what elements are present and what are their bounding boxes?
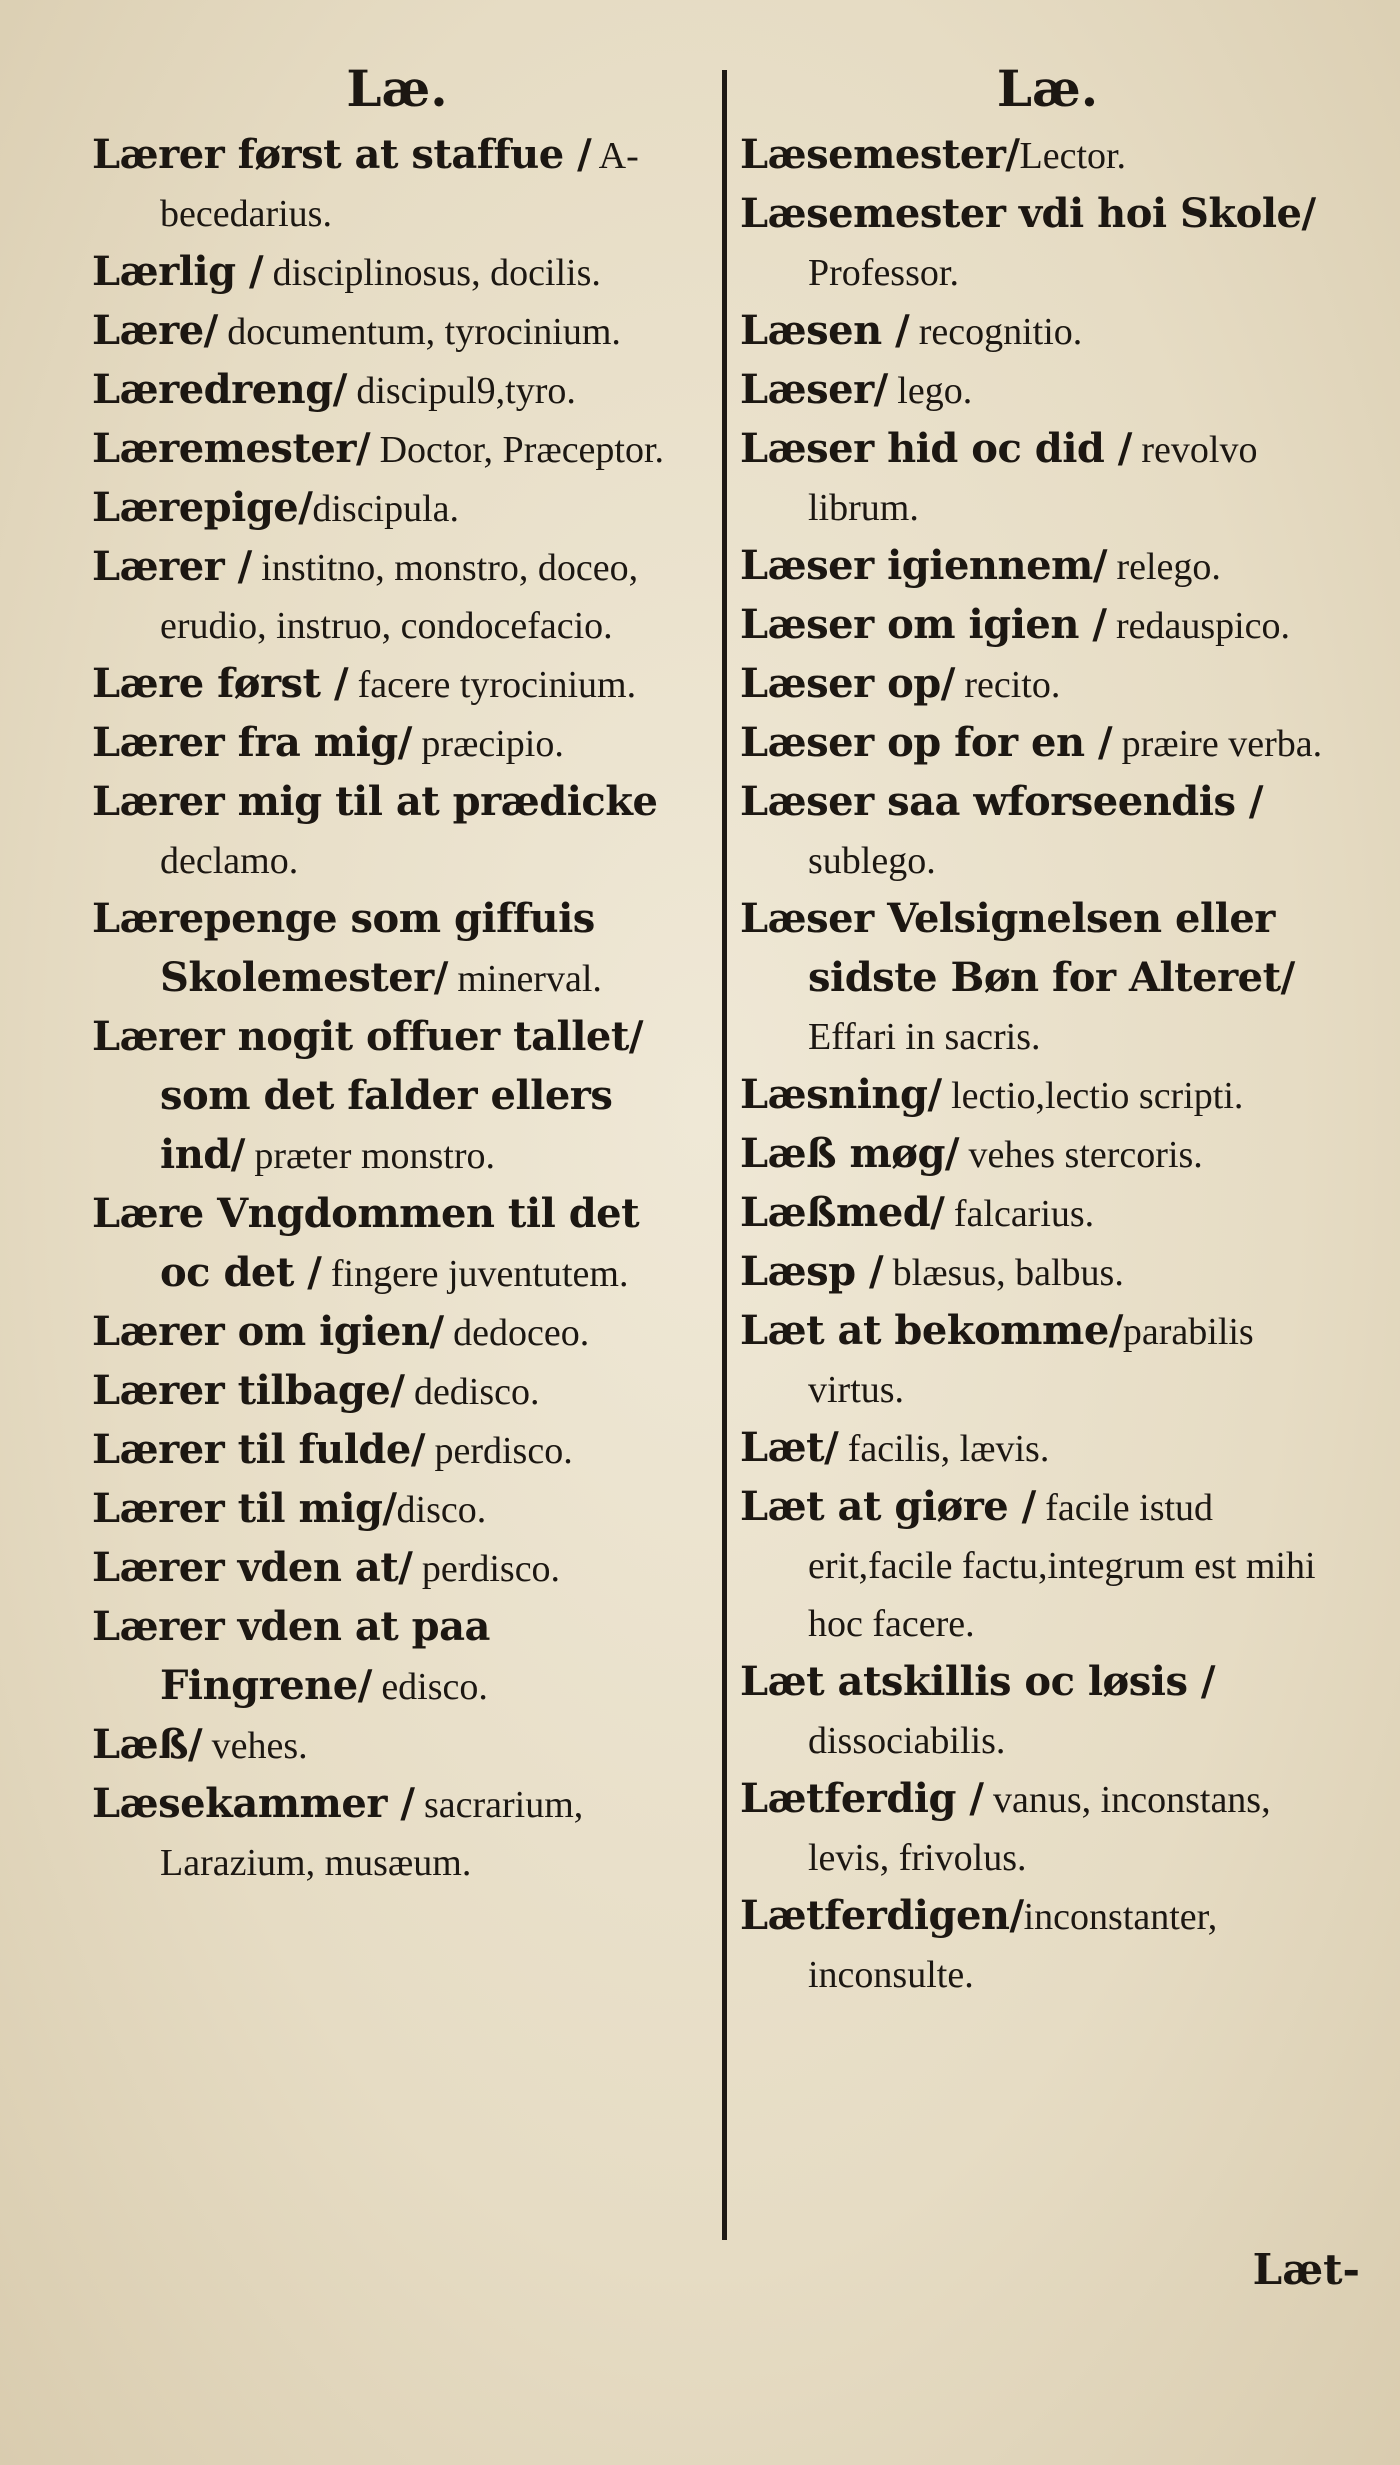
dictionary-entry [740, 655, 1355, 714]
dictionary-entry [92, 890, 702, 1008]
latin-gloss: dedoceo. [443, 1312, 590, 1354]
dictionary-entry [740, 1243, 1355, 1302]
latin-gloss: discipul9,tyro. [346, 370, 576, 412]
latin-gloss: Lector. [1019, 135, 1127, 177]
dictionary-entry [92, 126, 702, 243]
dictionary-entry [740, 890, 1355, 1066]
dictionary-entry [92, 773, 702, 890]
latin-gloss: redauspico. [1106, 605, 1291, 647]
latin-gloss: lectio,lectio scripti. [941, 1075, 1244, 1117]
dictionary-entry [92, 714, 702, 773]
dictionary-entry [740, 1887, 1355, 2004]
headword: Lærer / [92, 543, 252, 590]
headword: Lærer tilbage/ [92, 1367, 405, 1414]
headword: Lætferdig / [740, 1775, 984, 1822]
latin-gloss: disco. [396, 1489, 487, 1531]
latin-gloss: parabilis virtus. [808, 1311, 1254, 1411]
dictionary-entry [740, 537, 1355, 596]
headword: Læser saa wforseendis / [740, 778, 1263, 825]
latin-gloss: Effari in sacris. [808, 1016, 1041, 1058]
dictionary-entry [740, 773, 1355, 890]
headword: Lærlig / [92, 248, 264, 295]
headword: Læser Velsignelsen eller sidste Bøn for Alteret/ [740, 895, 1295, 1001]
column-divider [722, 70, 727, 2240]
headword: Læser hid oc did / [740, 425, 1132, 472]
latin-gloss: vehes stercoris. [959, 1134, 1203, 1176]
headword: Lærer fra mig/ [92, 719, 412, 766]
left-column [92, 60, 702, 1892]
dictionary-entry [92, 1303, 702, 1362]
latin-gloss: facile istud erit,facile factu,integrum est mihi hoc facere. [808, 1487, 1316, 1645]
headword: Lærer til fulde/ [92, 1426, 425, 1473]
dictionary-entry [740, 1770, 1355, 1887]
latin-gloss: falcarius. [944, 1193, 1095, 1235]
headword: Læßmed/ [740, 1189, 945, 1236]
dictionary-entry [740, 1419, 1355, 1478]
dictionary-entry [740, 1478, 1355, 1653]
latin-gloss: sublego. [808, 840, 936, 882]
latin-gloss: blæsus, balbus. [883, 1252, 1124, 1294]
latin-gloss: edisco. [371, 1666, 488, 1708]
dictionary-entry [92, 479, 702, 538]
dictionary-entry [92, 1421, 702, 1480]
dictionary-entry [740, 596, 1355, 655]
entry-list [740, 126, 1355, 2004]
headword: Lærer om igien/ [92, 1308, 444, 1355]
headword: Læsp / [740, 1248, 884, 1295]
dictionary-entry [92, 1716, 702, 1775]
headword: Læt/ [740, 1424, 839, 1471]
latin-gloss: fingere juventutem. [321, 1253, 629, 1295]
right-column [740, 60, 1355, 2004]
headword: Læser om igien / [740, 601, 1107, 648]
dictionary-entry [740, 126, 1355, 185]
latin-gloss: vehes. [202, 1725, 308, 1767]
latin-gloss: Doctor, Præceptor. [370, 429, 665, 471]
latin-gloss: vanus, inconstans, levis, frivolus. [808, 1779, 1271, 1879]
headword: Læt at giøre / [740, 1483, 1036, 1530]
headword: Læser/ [740, 366, 888, 413]
latin-gloss: facilis, lævis. [838, 1428, 1050, 1470]
headword: Lære Vngdommen til det oc det / [92, 1190, 640, 1296]
headword: Læsekammer / [92, 1780, 415, 1827]
headword: Læß møg/ [740, 1130, 960, 1177]
headword: Læser igiennem/ [740, 542, 1107, 589]
dictionary-entry [92, 655, 702, 714]
latin-gloss: A-becedarius. [160, 135, 639, 235]
headword: Lærer vden at paa Fingrene/ [92, 1603, 490, 1709]
latin-gloss: dedisco. [404, 1371, 540, 1413]
headword: Lætferdigen/ [740, 1892, 1024, 1939]
entry-list [92, 126, 702, 1892]
latin-gloss: inconstanter, inconsulte. [808, 1896, 1218, 1996]
dictionary-entry [92, 1480, 702, 1539]
dictionary-entry [92, 361, 702, 420]
latin-gloss: Professor. [808, 252, 959, 294]
catchword: Læt- [1252, 2245, 1360, 2294]
latin-gloss: revolvo librum. [808, 429, 1258, 529]
latin-gloss: præter monstro. [244, 1135, 495, 1177]
headword: Lærepenge som giffuis Skolemester/ [92, 895, 595, 1001]
dictionary-entry [92, 243, 702, 302]
headword: Læser op for en / [740, 719, 1113, 766]
latin-gloss: minerval. [447, 958, 602, 1000]
latin-gloss: præire verba. [1112, 723, 1323, 765]
dictionary-entry [740, 185, 1355, 302]
headword: Lærer vden at/ [92, 1544, 413, 1591]
headword: Lærer til mig/ [92, 1485, 397, 1532]
dictionary-entry [92, 302, 702, 361]
dictionary-entry [740, 420, 1355, 537]
latin-gloss: declamo. [160, 840, 299, 882]
latin-gloss: dissociabilis. [808, 1720, 1006, 1762]
headword: Lære/ [92, 307, 218, 354]
latin-gloss: discipula. [312, 488, 460, 530]
headword: Læsen / [740, 307, 910, 354]
headword: Lærer først at staffue / [92, 131, 592, 178]
dictionary-entry [92, 1362, 702, 1421]
dictionary-entry [92, 538, 702, 655]
latin-gloss: relego. [1106, 546, 1221, 588]
headword: Lære først / [92, 660, 349, 707]
dictionary-entry [740, 361, 1355, 420]
dictionary-entry [740, 1066, 1355, 1125]
latin-gloss: sacrarium, Larazium, musæum. [160, 1784, 584, 1884]
headword: Læt atskillis oc løsis / [740, 1658, 1215, 1705]
dictionary-entry [740, 714, 1355, 773]
dictionary-entry [92, 1539, 702, 1598]
dictionary-entry [740, 1302, 1355, 1419]
headword: Læser op/ [740, 660, 955, 707]
latin-gloss: documentum, tyrocinium. [217, 311, 621, 353]
latin-gloss: recognitio. [909, 311, 1083, 353]
headword: Læsning/ [740, 1071, 942, 1118]
dictionary-entry [92, 1598, 702, 1716]
headword: Læsemester vdi hoi Skole/ [740, 190, 1316, 237]
dictionary-entry [92, 1185, 702, 1303]
latin-gloss: perdisco. [412, 1548, 561, 1590]
headword: Læß/ [92, 1721, 203, 1768]
headword: Lærepige/ [92, 484, 313, 531]
headword: Læremester/ [92, 425, 371, 472]
latin-gloss: recito. [954, 664, 1061, 706]
column-header: Læ. [996, 59, 1099, 118]
latin-gloss: disciplinosus, docilis. [263, 252, 601, 294]
headword: Læt at bekomme/ [740, 1307, 1123, 1354]
column-header: Læ. [346, 59, 448, 118]
headword: Læsemester/ [740, 131, 1020, 178]
dictionary-entry [740, 1184, 1355, 1243]
latin-gloss: lego. [887, 370, 973, 412]
dictionary-entry [740, 1125, 1355, 1184]
latin-gloss: præcipio. [411, 723, 564, 765]
dictionary-entry [92, 420, 702, 479]
latin-gloss: facere tyrocinium. [348, 664, 637, 706]
headword: Lærer mig til at prædicke [92, 778, 658, 825]
headword: Læredreng/ [92, 366, 347, 413]
headword: Lærer nogit offuer tallet/ som det falder ellers ind/ [92, 1013, 643, 1178]
latin-gloss: perdisco. [424, 1430, 573, 1472]
dictionary-entry [92, 1008, 702, 1185]
dictionary-entry [740, 1653, 1355, 1770]
dictionary-entry [740, 302, 1355, 361]
dictionary-entry [92, 1775, 702, 1892]
latin-gloss: institno, monstro, doceo, erudio, instruo, condocefacio. [160, 547, 639, 647]
